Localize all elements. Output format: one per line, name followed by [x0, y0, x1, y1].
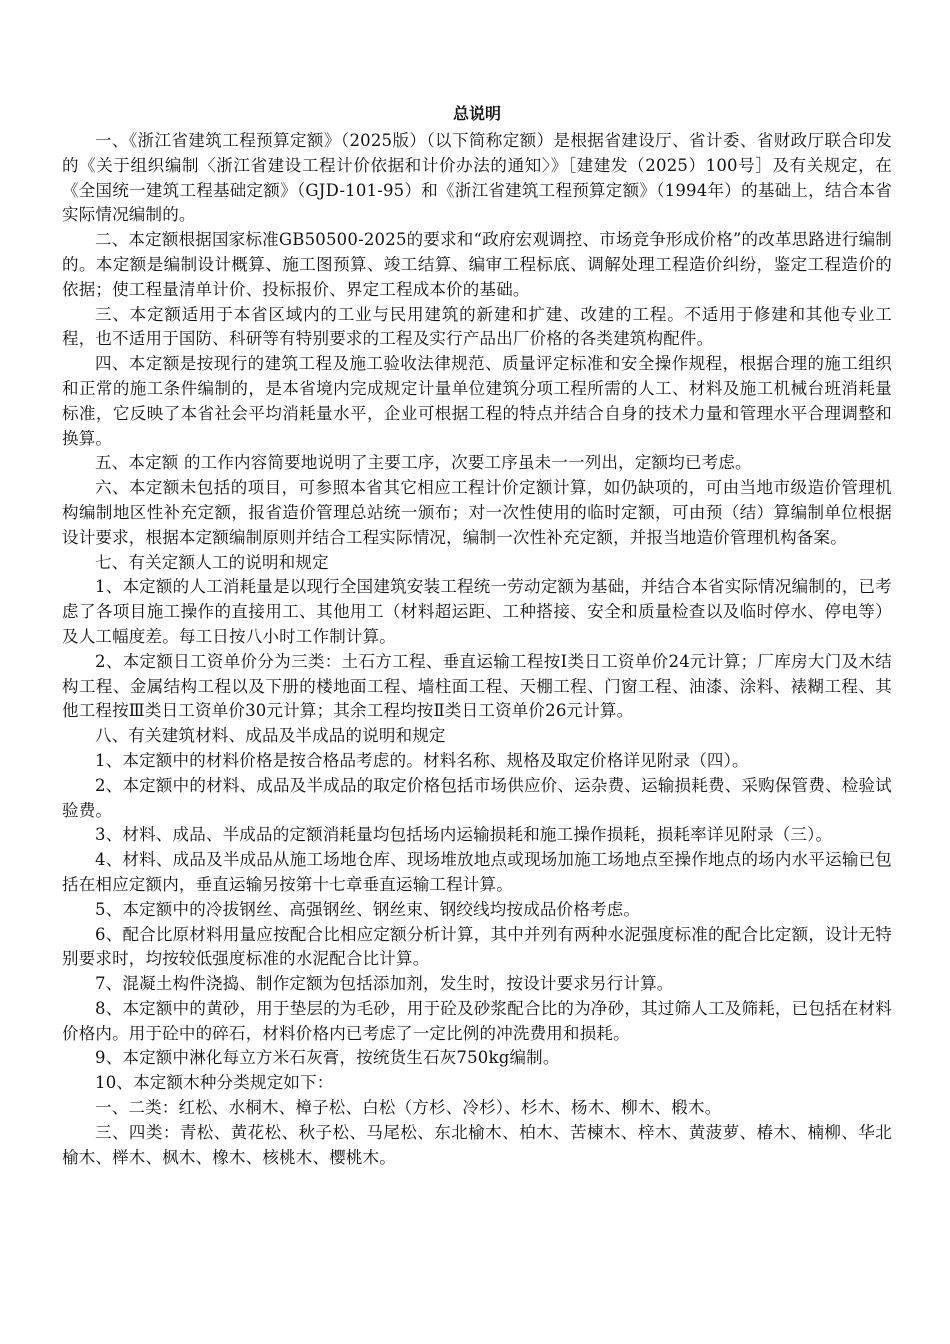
labor-item-2: 2、本定额日工资单价分为三类：土石方工程、垂直运输工程按Ⅰ类日工资单价24元计算；厂库房大门及木结构工程、金属结构工程以及下册的楼地面工程、墙柱面工程、天棚工程、门窗工程、油漆、涂料、裱糊工程、其他工程按Ⅲ类日工资单价30元计算；其余工程均按Ⅱ类日工资单价26元计算。: [62, 651, 892, 721]
materials-item-4: 4、材料、成品及半成品从施工场地仓库、现场堆放地点或现场加施工场地点至操作地点的场内水平运输已包括在相应定额内，垂直运输另按第十七章垂直运输工程计算。: [62, 850, 892, 894]
materials-item-1: 1、本定额中的材料价格是按合格品考虑的。材料名称、规格及取定价格详见附录（四）。: [95, 750, 749, 770]
materials-item-5: 5、本定额中的冷拔钢丝、高强钢丝、钢丝束、钢绞线均按成品价格考虑。: [95, 899, 641, 919]
materials-item-2: 2、本定额中的材料、成品及半成品的取定价格包括市场供应价、运杂费、运输损耗费、采购保管费、检验试验费。: [62, 775, 892, 820]
paragraph-5: 五、本定额 的工作内容简要地说明了主要工序，次要工序虽未一一列出，定额均已考虑。: [95, 453, 752, 473]
paragraph-6: 六、本定额未包括的项目，可参照本省其它相应工程计价定额计算，如仍缺项的，可由当地市级造价管理机构编制地区性补充定额，报省造价管理总站统一颁布；对一次性使用的临时定额，可由预（结）算编制单位根据设计要求，根据本定额编制原则并结合工程实际情况，编制一次性补充定额，并报当地造价管理机构备案。: [62, 478, 892, 547]
materials-item-10: 10、本定额木种分类规定如下：: [95, 1073, 334, 1093]
labor-item-1: 1、本定额的人工消耗量是以现行全国建筑安装工程统一劳动定额为基础，并结合本省实际情况编制的，已考虑了各项目施工操作的直接用工、其他用工（材料超运距、工种搭接、安全和质量检查以及临时停水、停电等）及人工幅度差。每工日按八小时工作制计算。: [62, 577, 892, 646]
materials-item-9: 9、本定额中淋化每立方米石灰膏，按统货生石灰750kg编制。: [95, 1048, 560, 1068]
paragraph-3: 三、本定额适用于本省区域内的工业与民用建筑的新建和扩建、改建的工程。不适用于修建和其他专业工程，也不适用于国防、科研等有特别要求的工程及实行产品出厂价格的各类建筑构配件。: [62, 304, 892, 349]
page-title: 总说明: [452, 104, 501, 123]
paragraph-4: 四、本定额是按现行的建筑工程及施工验收法律规范、质量评定标准和安全操作规程，根据合理的施工组织和正常的施工条件编制的，是本省境内完成规定计量单位建筑分项工程所需的人工、材料及施工机械台班消耗量标准，它反映了本省社会平均消耗量水平，企业可根据工程的特点并结合自身的技术力量和管理水平合理调整和换算。: [62, 354, 892, 448]
materials-item-7: 7、混凝土构件浇捣、制作定额为包括添加剂，发生时，按设计要求另行计算。: [95, 974, 674, 994]
paragraph-2: 二、本定额根据国家标准GB50500-2025的要求和“政府宏观调控、市场竞争形成价格”的改革思路进行编制的。本定额是编制设计概算、施工图预算、竣工结算、编审工程标底、调解处理工程造价纠纷，鉴定工程造价的依据；使工程量清单计价、投标报价、界定工程成本价的基础。: [62, 230, 892, 299]
wood-class-1-2: 一、二类：红松、水桐木、樟子松、白松（方杉、冷杉）、杉木、杨木、柳木、椴木。: [95, 1098, 722, 1118]
materials-item-6: 6、配合比原材料用量应按配合比相应定额分析计算，其中并列有两种水泥强度标准的配合比定额，设计无特别要求时，均按较低强度标准的水泥配合比计算。: [62, 924, 892, 969]
section-heading-materials: 八、有关建筑材料、成品及半成品的说明和规定: [95, 726, 446, 746]
materials-item-8: 8、本定额中的黄砂，用于垫层的为毛砂，用于砼及砂浆配合比的为净砂，其过筛人工及筛耗，已包括在材料价格内。用于砼中的碎石，材料价格内已考虑了一定比例的冲洗费用和损耗。: [62, 998, 892, 1043]
materials-item-3: 3、材料、成品、半成品的定额消耗量均包括场内运输损耗和施工操作损耗，损耗率详见附录（三）。: [95, 825, 833, 845]
section-heading-labor: 七、有关定额人工的说明和规定: [95, 552, 329, 572]
paragraph-1: 一、《浙江省建筑工程预算定额》（2025版）（以下简称定额）是根据省建设厅、省计委、省财政厅联合印发的《关于组织编制〈浙江省建设工程计价依据和计价办法的通知〉》［建建发（2025）100号］及有关规定，在《全国统一建筑工程基础定额》（GJD-101-95）和《浙江省建筑工程预算定额》（1994年）的基础上，结合本省实际情况编制的。: [62, 131, 892, 225]
wood-class-3-4: 三、四类：青松、黄花松、秋子松、马尾松、东北榆木、柏木、苦楝木、梓木、黄菠萝、椿木、楠柳、华北榆木、榉木、枫木、橡木、核桃木、樱桃木。: [62, 1122, 892, 1167]
